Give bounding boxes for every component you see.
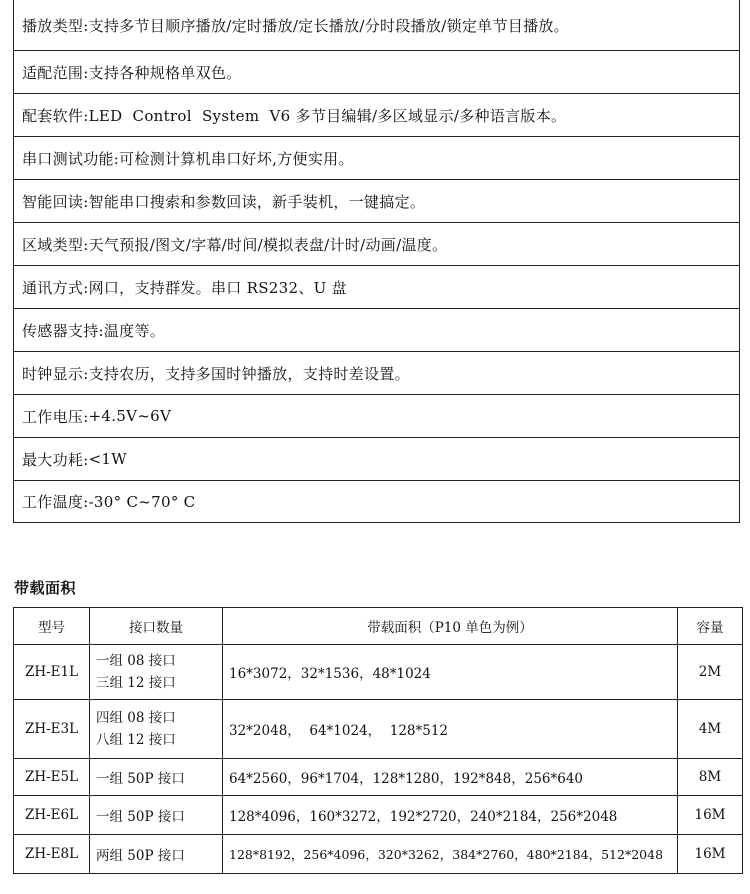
- spec-value: 温度等。: [103, 321, 166, 340]
- spec-value: 网口，支持群发。串口 RS232、U 盘: [88, 278, 347, 297]
- table-row: [14, 835, 743, 874]
- spec-label: 区域类型:: [22, 235, 89, 254]
- spec-label: 工作温度:: [22, 493, 89, 511]
- spec-value: 可检测计算机串口好坏,方便实用。: [119, 149, 354, 168]
- spec-label: 适配范围:: [22, 63, 89, 82]
- load-area-table: [13, 607, 743, 874]
- interface-line: 四组 08 接口: [96, 710, 176, 726]
- cell-model: ZH-E1L: [14, 645, 90, 700]
- spec-value: +4.5V~6V: [88, 407, 172, 425]
- col-header-model: 型号: [14, 608, 90, 645]
- spec-row-software: [14, 94, 739, 137]
- interface-line: 八组 12 接口: [96, 732, 176, 748]
- spec-value: -30° C~70° C: [88, 492, 196, 511]
- spec-row-readback: [14, 180, 739, 223]
- spec-label: 时钟显示:: [22, 364, 89, 383]
- cell-interface: [90, 645, 223, 700]
- table-row: [14, 645, 743, 700]
- spec-label: 传感器支持:: [22, 321, 104, 340]
- spec-row-range: [14, 51, 739, 94]
- spec-label: 工作电压:: [22, 407, 89, 426]
- col-header-area: 带载面积（P10 单色为例）: [223, 608, 678, 645]
- table-header-row: [14, 608, 743, 645]
- cell-area: 128*8192，256*4096，320*3262，384*2760，480*2184，512*2048: [223, 835, 678, 874]
- section-title-load-area: 带载面积: [14, 579, 77, 597]
- cell-capacity: 4M: [678, 700, 743, 759]
- spec-label: 最大功耗:: [22, 450, 89, 469]
- col-header-capacity: 容量: [678, 608, 743, 645]
- cell-capacity: 16M: [678, 835, 743, 874]
- spec-row-communication: [14, 266, 739, 309]
- cell-interface: [90, 700, 223, 759]
- cell-capacity: 16M: [678, 796, 743, 835]
- col-header-interface: 接口数量: [90, 608, 223, 645]
- spec-label: 串口测试功能:: [22, 149, 120, 168]
- table-row: [14, 796, 743, 835]
- spec-row-voltage: [14, 395, 739, 438]
- spec-label: 智能回读:: [22, 192, 89, 211]
- spec-label: 播放类型:: [22, 16, 89, 35]
- spec-row-sensor: [14, 309, 739, 352]
- spec-value: 支持多节目顺序播放/定时播放/定长播放/分时段播放/锁定单节目播放。: [88, 16, 569, 35]
- spec-row-power: [14, 438, 739, 481]
- table-row: [14, 700, 743, 759]
- spec-row-play-type: [14, 0, 739, 51]
- table-row: [14, 759, 743, 796]
- spec-row-temperature: [14, 481, 739, 522]
- cell-model: ZH-E5L: [14, 759, 90, 796]
- spec-value: 支持农历，支持多国时钟播放，支持时差设置。: [88, 364, 410, 383]
- cell-capacity: 2M: [678, 645, 743, 700]
- spec-row-area-type: [14, 223, 739, 266]
- cell-area: 64*2560，96*1704，128*1280，192*848，256*640: [223, 759, 678, 796]
- cell-area: 32*2048， 64*1024， 128*512: [223, 700, 678, 759]
- spec-value: 天气预报/图文/字幕/时间/模拟表盘/计时/动画/温度。: [88, 235, 448, 254]
- spec-value: 支持各种规格单双色。: [88, 63, 242, 82]
- cell-interface: 一组 50P 接口: [90, 796, 223, 835]
- spec-label: 配套软件:: [22, 106, 89, 125]
- spec-value: 智能串口搜索和参数回读，新手装机，一键搞定。: [88, 192, 426, 211]
- spec-label: 通讯方式:: [22, 278, 89, 297]
- cell-area: 16*3072，32*1536，48*1024: [223, 645, 678, 700]
- cell-area: 128*4096，160*3272，192*2720，240*2184，256*2048: [223, 796, 678, 835]
- spec-value: LED Control System V6 多节目编辑/多区域显示/多种语言版本。: [88, 106, 567, 125]
- interface-line: 三组 12 接口: [96, 675, 176, 691]
- cell-interface: 一组 50P 接口: [90, 759, 223, 796]
- spec-value: <1W: [88, 450, 127, 468]
- cell-model: ZH-E6L: [14, 796, 90, 835]
- cell-model: ZH-E3L: [14, 700, 90, 759]
- cell-capacity: 8M: [678, 759, 743, 796]
- cell-model: ZH-E8L: [14, 835, 90, 874]
- spec-table: [13, 0, 740, 523]
- interface-line: 一组 08 接口: [96, 653, 176, 669]
- cell-interface: 两组 50P 接口: [90, 835, 223, 874]
- spec-row-clock: [14, 352, 739, 395]
- spec-row-serial-test: [14, 137, 739, 180]
